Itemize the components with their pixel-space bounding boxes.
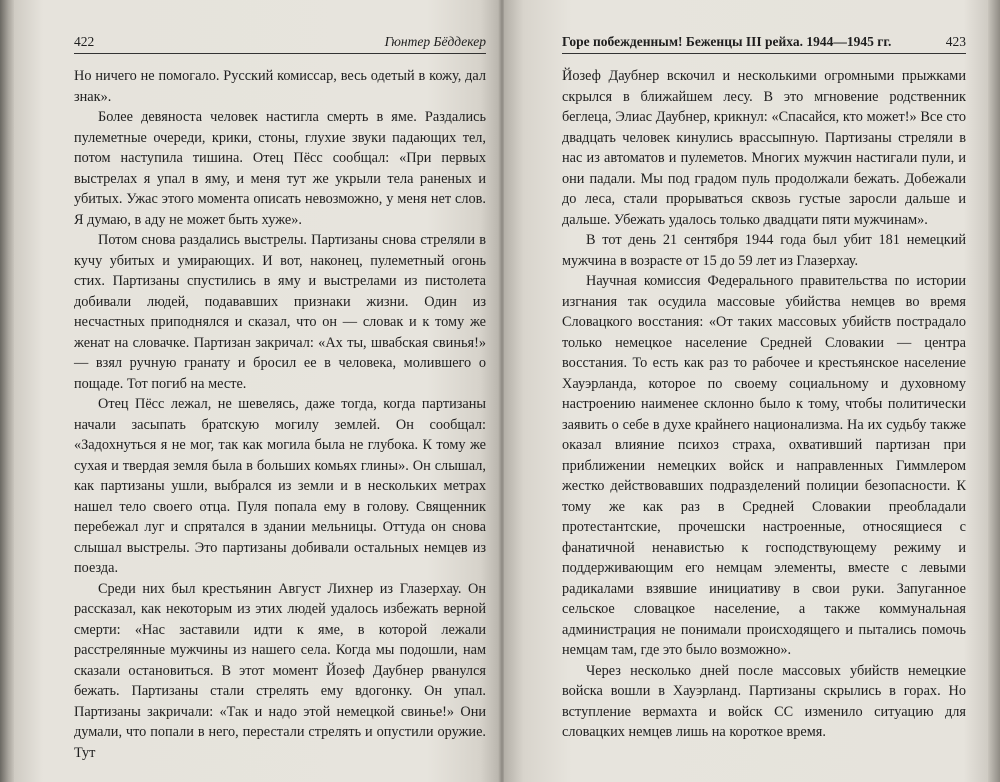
paragraph: Но ничего не помогало. Русский комиссар, весь одетый в кожу, дал знак». <box>74 68 486 105</box>
left-page <box>14 0 500 782</box>
paragraph: В тот день 21 сентября 1944 года был убит 181 немецкий мужчина в возрасте от 15 до 59 лет из Глазерхау. <box>562 232 966 269</box>
paragraph: Через несколько дней после массовых убийств немецкие войска вошли в Хауэрланд. Партизаны скрылись в горах. Но вступление вермахта и войск СС изменило ситуацию для словацких немцев лишь на короткое время. <box>562 662 966 740</box>
paragraph: Среди них был крестьянин Август Лихнер из Глазерхау. Он рассказал, как некоторым из этих людей удалось избежать верной смерти: «Нас заставили идти к яме, в которой лежали расстрелянные мужчины из нашего села. Когда мы подошли, нам сказали остановиться. В этот момент Йозеф Даубнер рванулся бежать. Партизаны стали стрелять ему вдогонку. Он упал. Партизаны закричали: «Так и надо этой немецкой свинье!» Они думали, что попали в него, перестали стрелять и опустили оружие. Тут <box>74 580 486 761</box>
book-edge-left <box>0 0 14 782</box>
right-running-head: Горе побежденным! Беженцы III рейха. 1944—1945 гг. <box>562 34 892 49</box>
left-page-header <box>74 34 486 54</box>
paragraph: Более девяноста человек настигла смерть в яме. Раздались пулеметные очереди, крики, стоны, глухие звуки падающих тел, потом наступила тишина. Отец Пёсс сообщал: «При первых выстрелах я упал в яму, и меня тут же укрыли тела раненых и убитых. Ужас этого момента описать невозможно, у меня нет слов. Я думаю, в аду не может быть хуже». <box>74 109 486 228</box>
paragraph: Потом снова раздались выстрелы. Партизаны снова стреляли в кучу убитых и умирающих. И вот, наконец, пулеметный огонь стих. Партизаны спустились в яму и выстрелами из пистолета добивали людей, подававших признаки жизни. Один из несчастных приподнялся и сказал, что он — словак и к тому же женат на словачке. Партизан закричал: «Ах ты, швабская свинья!» — взял ручную гранату и бросил ее в человека, молившего о пощаде. Тот погиб на месте. <box>74 232 486 392</box>
right-page <box>504 0 988 782</box>
left-running-head: Гюнтер Бёддекер <box>384 34 486 49</box>
book-edge-right <box>988 0 1000 782</box>
left-page-body <box>74 66 486 763</box>
paragraph: Йозеф Даубнер вскочил и несколькими огромными прыжками скрылся в ближайшем лесу. В это мгновение родственник беглеца, Элиас Даубнер, крикнул: «Спасайся, кто может!» Все сто двадцать человек кинулись врассыпную. Партизаны стреляли в нас из автоматов и пулеметов. Многих мужчин настигали пули, и они падали. Мы под градом пуль продолжали бежать. Добежали до леса, стали прорываться сквозь густые заросли дальше и дальше. Убежать удалось только двадцати пяти мужчинам». <box>562 68 966 228</box>
left-page-number: 422 <box>74 34 95 49</box>
right-page-header <box>562 34 966 54</box>
paragraph: Отец Пёсс лежал, не шевелясь, даже тогда, когда партизаны начали засыпать братскую могилу землей. Он сообщал: «Задохнуться я не мог, так как могила была не глубока. К тому же сухая и твердая земля была в больших комьях глины». Он слышал, как партизаны ушли, выбрался из земли и в нескольких метрах нашел тело своего отца. Пуля попала ему в голову. Священник перебежал луг и спрятался в здании мельницы. Оттуда он снова слышал выстрелы. Это партизаны добивали остальных немцев из поезда. <box>74 396 486 576</box>
paragraph: Научная комиссия Федерального правительства по истории изгнания так осудила массовые убийства немцев во время Словацкого восстания: «От таких массовых убийств пострадало только немецкое население Средней Словакии — центра восстания. То есть как раз то рабочее и крестьянское население Хауэрланда, которое по своему социальному и духовному настроению наименее склонно было к тому, чтобы политически заявить о себе в духе крайнего национализма. На их судьбу также оказал влияние психоз страха, охвативший партизан при приближении немецких войск и направленных Гиммлером жестко действовавших подразделений полиции безопасности. К тому же как раз в Средней Словакии преобладали протестантские, прочешски настроенные, относящиеся с фанатичной ненавистью к господствующему режиму и поддерживающим его немцам элементы, вместе с левыми радикалами взявшие инициативу в свои руки. Запуганное сельское словацкое население, а также коммунальная администрация не понимали происходящего и пытались помочь немцам там, где это было возможно». <box>562 273 966 658</box>
right-page-body <box>562 66 966 743</box>
right-page-number: 423 <box>945 34 966 49</box>
